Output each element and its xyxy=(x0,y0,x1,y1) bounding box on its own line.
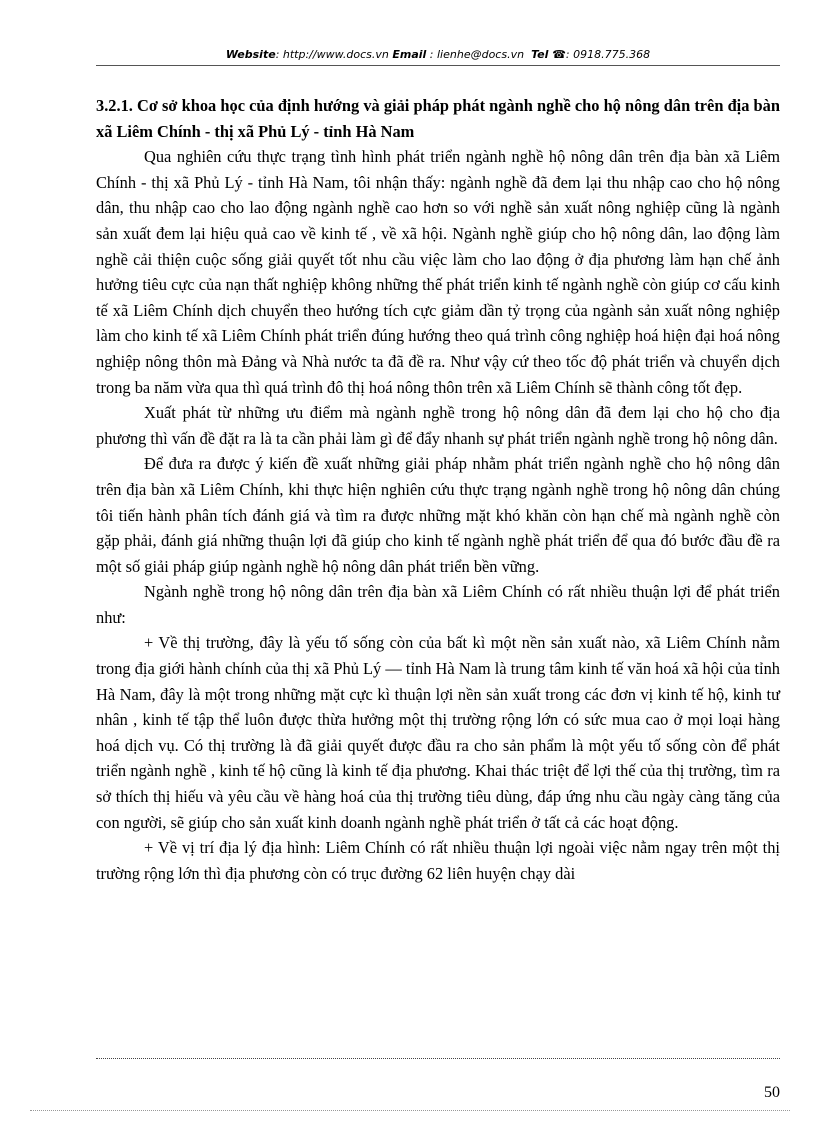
email-label: Email xyxy=(392,48,427,61)
paragraph: Xuất phát từ những ưu điểm mà ngành nghề trong hộ nông dân đã đem lại cho hộ cho địa phương thì vấn đề đặt ra là ta cần phải làm gì để đẩy nhanh sự phát triển ngành nghề trong hộ nông dân. xyxy=(96,403,780,448)
website-label: Website xyxy=(225,48,276,61)
section-heading: 3.2.1. Cơ sở khoa học của định hướng và giải pháp phát ngành nghề cho hộ nông dân trên địa bàn xã Liêm Chính - thị xã Phủ Lý - tỉnh Hà Nam xyxy=(96,96,780,141)
paragraph: Ngành nghề trong hộ nông dân trên địa bàn xã Liêm Chính có rất nhiều thuận lợi để phát triển như: xyxy=(96,582,780,627)
tel-number: : 0918.775.368 xyxy=(565,48,651,61)
header-divider xyxy=(96,65,780,66)
document-body xyxy=(96,93,780,886)
paragraph: + Về vị trí địa lý địa hình: Liêm Chính có rất nhiều thuận lợi ngoài việc nằm ngay trên một thị trường rộng lớn thì địa phương còn có trục đường 62 liên huyện chạy dài xyxy=(96,838,780,883)
paragraph: + Về thị trường, đây là yếu tố sống còn của bất kì một nền sản xuất nào, xã Liêm Chính nằm trong địa giới hành chính của thị xã Phủ Lý — tỉnh Hà Nam là trung tâm kinh tế văn hoá xã hội của tỉnh Hà Nam, đây là một trong những mặt cực kì thuận lợi nền sản xuất trong các đơn vị kinh tế hộ, kinh tư nhân , kinh tế tập thể luôn được thừa hưởng một thị trường rộng lớn có sức mua cao ở mọi loại hàng hoá dịch vụ. Có thị trường là đã giải quyết được đầu ra cho sản phẩm là một yếu tố sống còn để phát triển ngành nghề , kinh tế hộ cũng là kinh tế địa phương. Khai thác triệt để lợi thế của thị trường, tìm ra sở thích thị hiếu và yêu cầu về hàng hoá của thị trường tiêu dùng, đáp ứng nhu cầu ngày càng tăng của con người, sẽ giúp cho sản xuất kinh doanh ngành nghề phát triển ở tất cả các hoạt động. xyxy=(96,633,780,832)
email-address[interactable]: : lienhe@docs.vn xyxy=(426,48,525,61)
website-url[interactable]: : http://www.docs.vn xyxy=(275,48,389,61)
page-bottom-divider xyxy=(30,1110,790,1111)
paragraph: Để đưa ra được ý kiến đề xuất những giải pháp nhằm phát triển ngành nghề cho hộ nông dân trên địa bàn xã Liêm Chính, khi thực hiện nghiên cứu thực trạng ngành nghề trong hộ nông dân chúng tôi tiến hành phân tích đánh giá và tìm ra được những mặt khó khăn còn hạn chế mà ngành nghề còn gặp phải, đánh giá những thuận lợi đã giúp cho kinh tế ngành nghề phát triển để qua đó bước đầu đề ra một số giải pháp giúp ngành nghề hộ nông dân phát triển bền vững. xyxy=(96,454,780,576)
page-header xyxy=(96,48,780,61)
page-number: 50 xyxy=(764,1084,780,1101)
tel-label: Tel ☎ xyxy=(531,48,566,61)
paragraph: Qua nghiên cứu thực trạng tình hình phát triển ngành nghề hộ nông dân trên địa bàn xã Liêm Chính - thị xã Phủ Lý - tỉnh Hà Nam, tôi nhận thấy: ngành nghề đã đem lại thu nhập cao cho hộ nông dân, thu nhập cao cho lao động ngành nghề cao hơn so với nghề sản xuất nông nghiệp cũng là ngành sản xuất đem lại hiệu quả cao về kinh tế , về xã hội. Ngành nghề giúp cho hộ nông dân, lao động làm nghề cải thiện cuộc sống giải quyết tốt nhu cầu việc làm cho lao động ở địa phương làm hạn chế ảnh hưởng tiêu cực của nạn thất nghiệp không những thế phát triển kinh tế ngành nghề còn giúp cơ cấu kinh tế xã Liêm Chính dịch chuyển theo hướng tích cực giảm dần tỷ trọng của ngành sản xuất nông nghiệp làm cho kinh tế xã Liêm Chính phát triển đúng hướng theo quá trình công nghiệp hoá hiện đại hoá nông nghiệp nông thôn mà Đảng và Nhà nước ta đã đề ra. Như vậy cứ theo tốc độ phát triển và chuyển dịch trong ba năm vừa qua thì quá trình đô thị hoá nông thôn trên xã Liêm Chính sẽ thành công tốt đẹp. xyxy=(96,147,780,397)
footer-divider xyxy=(96,1058,780,1059)
